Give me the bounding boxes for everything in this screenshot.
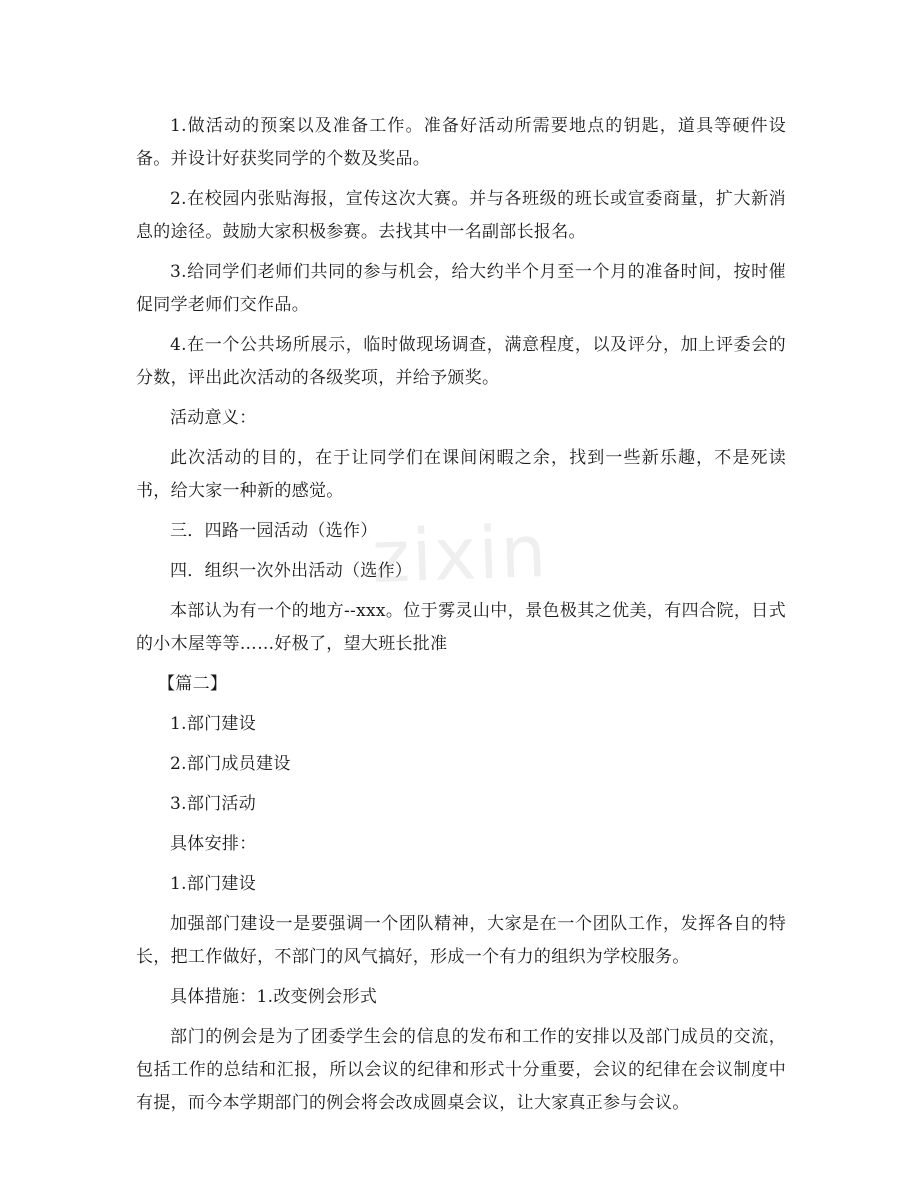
list-item-department-activity: 3.部门活动 xyxy=(170,794,257,814)
heading-specific-arrangement: 具体安排： xyxy=(170,834,257,854)
paragraph-meeting-format: 部门的例会是为了团委学生会的信息的发布和工作的安排以及部门成员的交流，包括工作的总结和汇报，所以会议的纪律和形式十分重要，会议的纪律在会议制度中有提，而今本学期部门的例会将会改成圆桌会议，让大家真正参与会议。 xyxy=(136,1027,786,1113)
subheading-department-building: 1.部门建设 xyxy=(170,874,257,894)
document-body xyxy=(136,110,786,1127)
paragraph-step-1: 1.做活动的预案以及准备工作。准备好活动所需要地点的钥匙，道具等硬件设备。并设计好获奖同学的个数及奖品。 xyxy=(136,116,786,169)
part-two-heading: 【篇二】 xyxy=(158,674,228,694)
paragraph-step-4: 4.在一个公共场所展示，临时做现场调查，满意程度，以及评分，加上评委会的分数，评出此次活动的各级奖项，并给予颁奖。 xyxy=(136,335,786,388)
heading-activity-meaning: 活动意义： xyxy=(170,408,257,428)
watermark: zixin xyxy=(370,508,550,600)
list-item-department-building: 1.部门建设 xyxy=(170,714,257,734)
paragraph-step-2: 2.在校园内张贴海报，宣传这次大赛。并与各班级的班长或宣委商量，扩大新消息的途径。鼓励大家积极参赛。去找其中一名副部长报名。 xyxy=(136,189,786,242)
list-item-member-building: 2.部门成员建设 xyxy=(170,754,291,774)
section-four-heading: 四．组织一次外出活动（选作） xyxy=(170,561,413,581)
paragraph-team-spirit: 加强部门建设一是要强调一个团队精神，大家是在一个团队工作，发挥各自的特长，把工作做好，不部门的风气搞好，形成一个有力的组织为学校服务。 xyxy=(136,914,786,967)
paragraph-activity-meaning: 此次活动的目的，在于让同学们在课间闲暇之余，找到一些新乐趣，不是死读书，给大家一种新的感觉。 xyxy=(136,448,786,501)
paragraph-step-3: 3.给同学们老师们共同的参与机会，给大约半个月至一个月的准备时间，按时催促同学老师们交作品。 xyxy=(136,262,786,315)
section-three-heading: 三．四路一园活动（选作） xyxy=(170,521,378,541)
heading-specific-measures: 具体措施：1.改变例会形式 xyxy=(170,987,378,1007)
paragraph-outing: 本部认为有一个的地方--xxx。位于雾灵山中，景色极其之优美，有四合院，日式的小木屋等等……好极了，望大班长批准 xyxy=(136,601,786,654)
